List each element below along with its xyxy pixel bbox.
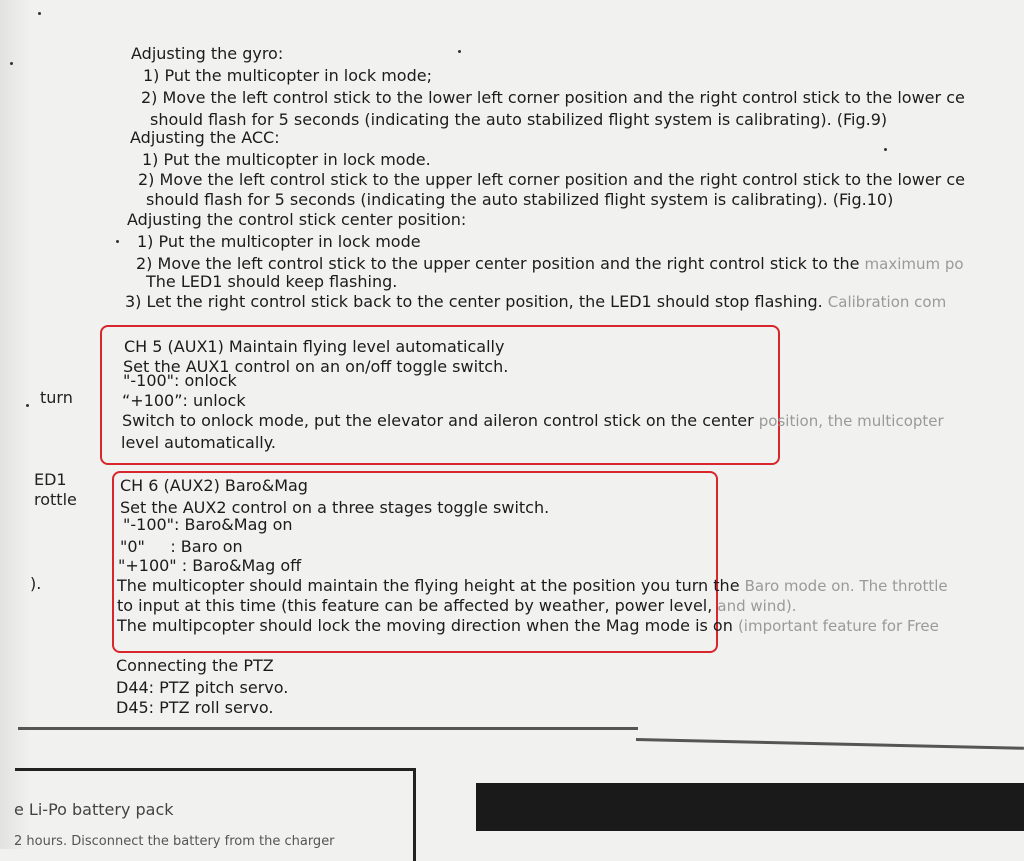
dust-speck <box>26 404 29 407</box>
ch5-line-4-faded: position, the multicopter <box>758 412 944 430</box>
ch6-line-6 <box>117 596 796 616</box>
center-step-2-cont: The LED1 should keep flashing. <box>146 272 398 291</box>
center-step-3 <box>125 292 946 312</box>
ch6-line-4: "+100" : Baro&Mag off <box>118 556 302 575</box>
dust-speck <box>884 148 887 151</box>
ch6-line-5 <box>117 576 948 596</box>
acc-heading: Adjusting the ACC: <box>130 128 280 147</box>
ch6-line-5-text: The multicopter should maintain the flying height at the position you turn the <box>117 576 740 595</box>
ch6-line-7-text: The multipcopter should lock the moving direction when the Mag mode is on <box>117 616 733 635</box>
center-step-2-text: 2) Move the left control stick to the upper center position and the right control stick to the <box>136 254 860 273</box>
ch6-line-2: "-100": Baro&Mag on <box>123 515 293 534</box>
ch5-line-3: “+100”: unlock <box>122 391 246 410</box>
ch6-title: CH 6 (AUX2) Baro&Mag <box>120 476 308 495</box>
acc-step-2: 2) Move the left control stick to the upper left corner position and the right control stick to the lower ce <box>138 170 965 189</box>
center-heading: Adjusting the control stick center position: <box>127 210 467 229</box>
margin-note-rottle: rottle <box>34 490 77 509</box>
center-step-3-text: 3) Let the right control stick back to the center position, the LED1 should stop flashing. <box>125 292 823 311</box>
ch6-line-7 <box>117 616 939 636</box>
dust-speck <box>38 12 41 15</box>
black-header-bar <box>476 783 1024 831</box>
section-divider-right <box>636 738 1024 750</box>
ch5-line-4-text: Switch to onlock mode, put the elevator and aileron control stick on the center <box>122 411 754 430</box>
center-step-3-faded: Calibration com <box>827 293 947 311</box>
gyro-step-2: 2) Move the left control stick to the lower left corner position and the right control stick to the lower ce <box>141 88 965 107</box>
gyro-step-2-cont: should flash for 5 seconds (indicating the auto stabilized flight system is calibrating). (Fig.9) <box>150 110 888 129</box>
ch6-line-6-text: to input at this time (this feature can be affected by weather, power level, <box>117 596 713 615</box>
ch5-line-4 <box>122 411 944 431</box>
ch5-line-5: level automatically. <box>121 433 277 452</box>
acc-step-2-cont: should flash for 5 seconds (indicating the auto stabilized flight system is calibrating). (Fig.10) <box>146 190 894 209</box>
ch5-title: CH 5 (AUX1) Maintain flying level automatically <box>124 337 505 356</box>
ptz-d45: D45: PTZ roll servo. <box>116 698 274 717</box>
acc-step-1: 1) Put the multicopter in lock mode. <box>142 150 431 169</box>
margin-note-ed1: ED1 <box>34 470 67 489</box>
center-step-2-faded: maximum po <box>864 255 964 273</box>
ch5-line-1: Set the AUX1 control on an on/off toggle switch. <box>123 357 509 376</box>
dust-speck <box>116 240 119 243</box>
center-step-1: 1) Put the multicopter in lock mode <box>137 232 421 251</box>
ch6-line-5-faded: Baro mode on. The throttle <box>744 577 948 595</box>
ch6-line-6-faded: and wind). <box>717 597 797 615</box>
ch6-line-1: Set the AUX2 control on a three stages toggle switch. <box>120 498 550 517</box>
ch6-line-3: "0" : Baro on <box>120 537 243 556</box>
ptz-heading: Connecting the PTZ <box>116 656 274 675</box>
section-divider-left <box>18 727 638 730</box>
battery-pack-heading: e Li-Po battery pack <box>14 800 174 819</box>
ch6-line-7-faded: (important feature for Free <box>737 617 939 635</box>
ch5-line-2: "-100": onlock <box>123 371 237 390</box>
ptz-d44: D44: PTZ pitch servo. <box>116 678 289 697</box>
gyro-heading: Adjusting the gyro: <box>131 44 284 63</box>
center-step-2 <box>136 254 964 274</box>
battery-charge-note: 2 hours. Disconnect the battery from the charger <box>14 834 335 849</box>
margin-note-paren: ). <box>30 574 42 593</box>
page-edge-shadow <box>0 0 30 849</box>
gyro-step-1: 1) Put the multicopter in lock mode; <box>143 66 432 85</box>
dust-speck <box>10 62 13 65</box>
margin-note-turn: turn <box>40 388 73 407</box>
dust-speck <box>458 50 461 53</box>
